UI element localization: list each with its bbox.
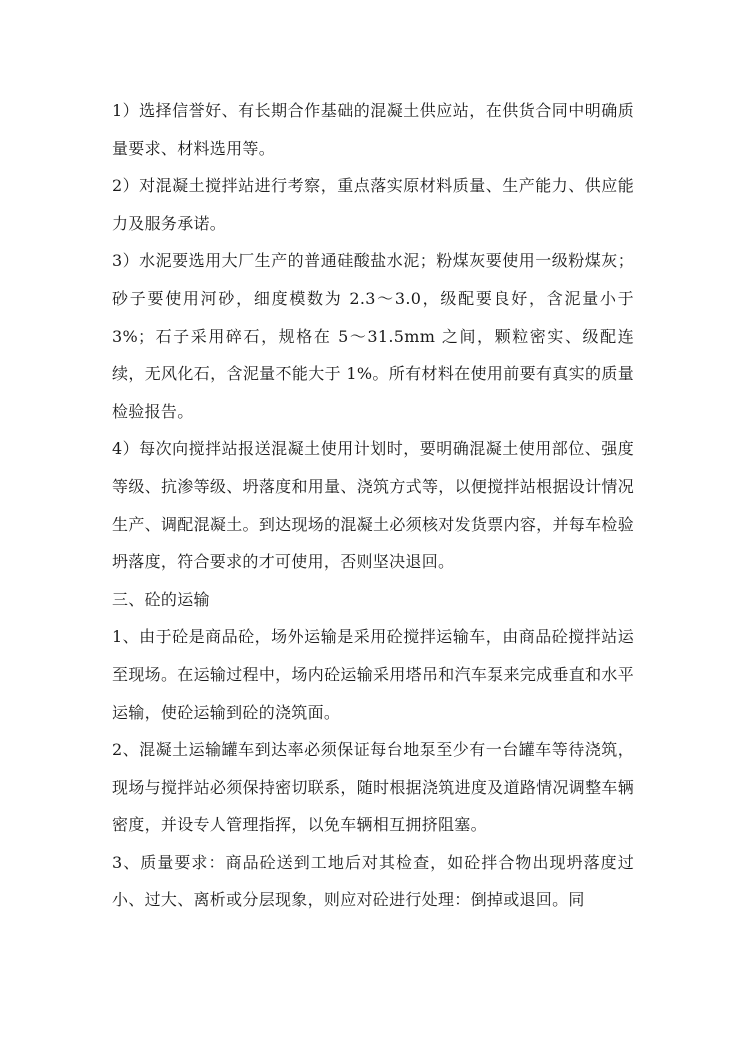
paragraph-2: 2）对混凝土搅拌站进行考察，重点落实原材料质量、生产能力、供应能力及服务承诺。 bbox=[112, 176, 634, 233]
paragraph-3: 3）水泥要选用大厂生产的普通硅酸盐水泥；粉煤灰要使用一级粉煤灰；砂子要使用河砂，细度模数为 2.3～3.0，级配要良好，含泥量小于 3%；石子采用碎石，规格在 5～31.5mm 之间，颗粒密实、级配连续，无风化石，含泥量不能大于 1%。所有材料在使用前要有真实的质量检验报告。 bbox=[112, 251, 634, 421]
section-paragraph-1: 1、由于砼是商品砼，场外运输是采用砼搅拌运输车，由商品砼搅拌站运至现场。在运输过程中，场内砼运输采用塔吊和汽车泵来完成垂直和水平运输，使砼运输到砼的浇筑面。 bbox=[112, 627, 634, 722]
document-body bbox=[112, 92, 634, 919]
paragraph-1: 1）选择信誉好、有长期合作基础的混凝土供应站，在供货合同中明确质量要求、材料选用等。 bbox=[112, 101, 634, 158]
paragraph-4: 4）每次向搅拌站报送混凝土使用计划时，要明确混凝土使用部位、强度等级、抗渗等级、坍落度和用量、浇筑方式等，以便搅拌站根据设计情况生产、调配混凝土。到达现场的混凝土必须核对发货票内容，并每车检验坍落度，符合要求的才可使用，否则坚决退回。 bbox=[112, 439, 634, 572]
section-paragraph-2: 2、混凝土运输罐车到达率必须保证每台地泵至少有一台罐车等待浇筑，现场与搅拌站必须保持密切联系，随时根据浇筑进度及道路情况调整车辆密度，并设专人管理指挥，以免车辆相互拥挤阻塞。 bbox=[112, 740, 634, 835]
section-paragraph-3: 3、质量要求：商品砼送到工地后对其检查，如砼拌合物出现坍落度过小、过大、离析或分层现象，则应对砼进行处理：倒掉或退回。同 bbox=[112, 852, 634, 910]
section-heading: 三、砼的运输 bbox=[112, 589, 210, 609]
